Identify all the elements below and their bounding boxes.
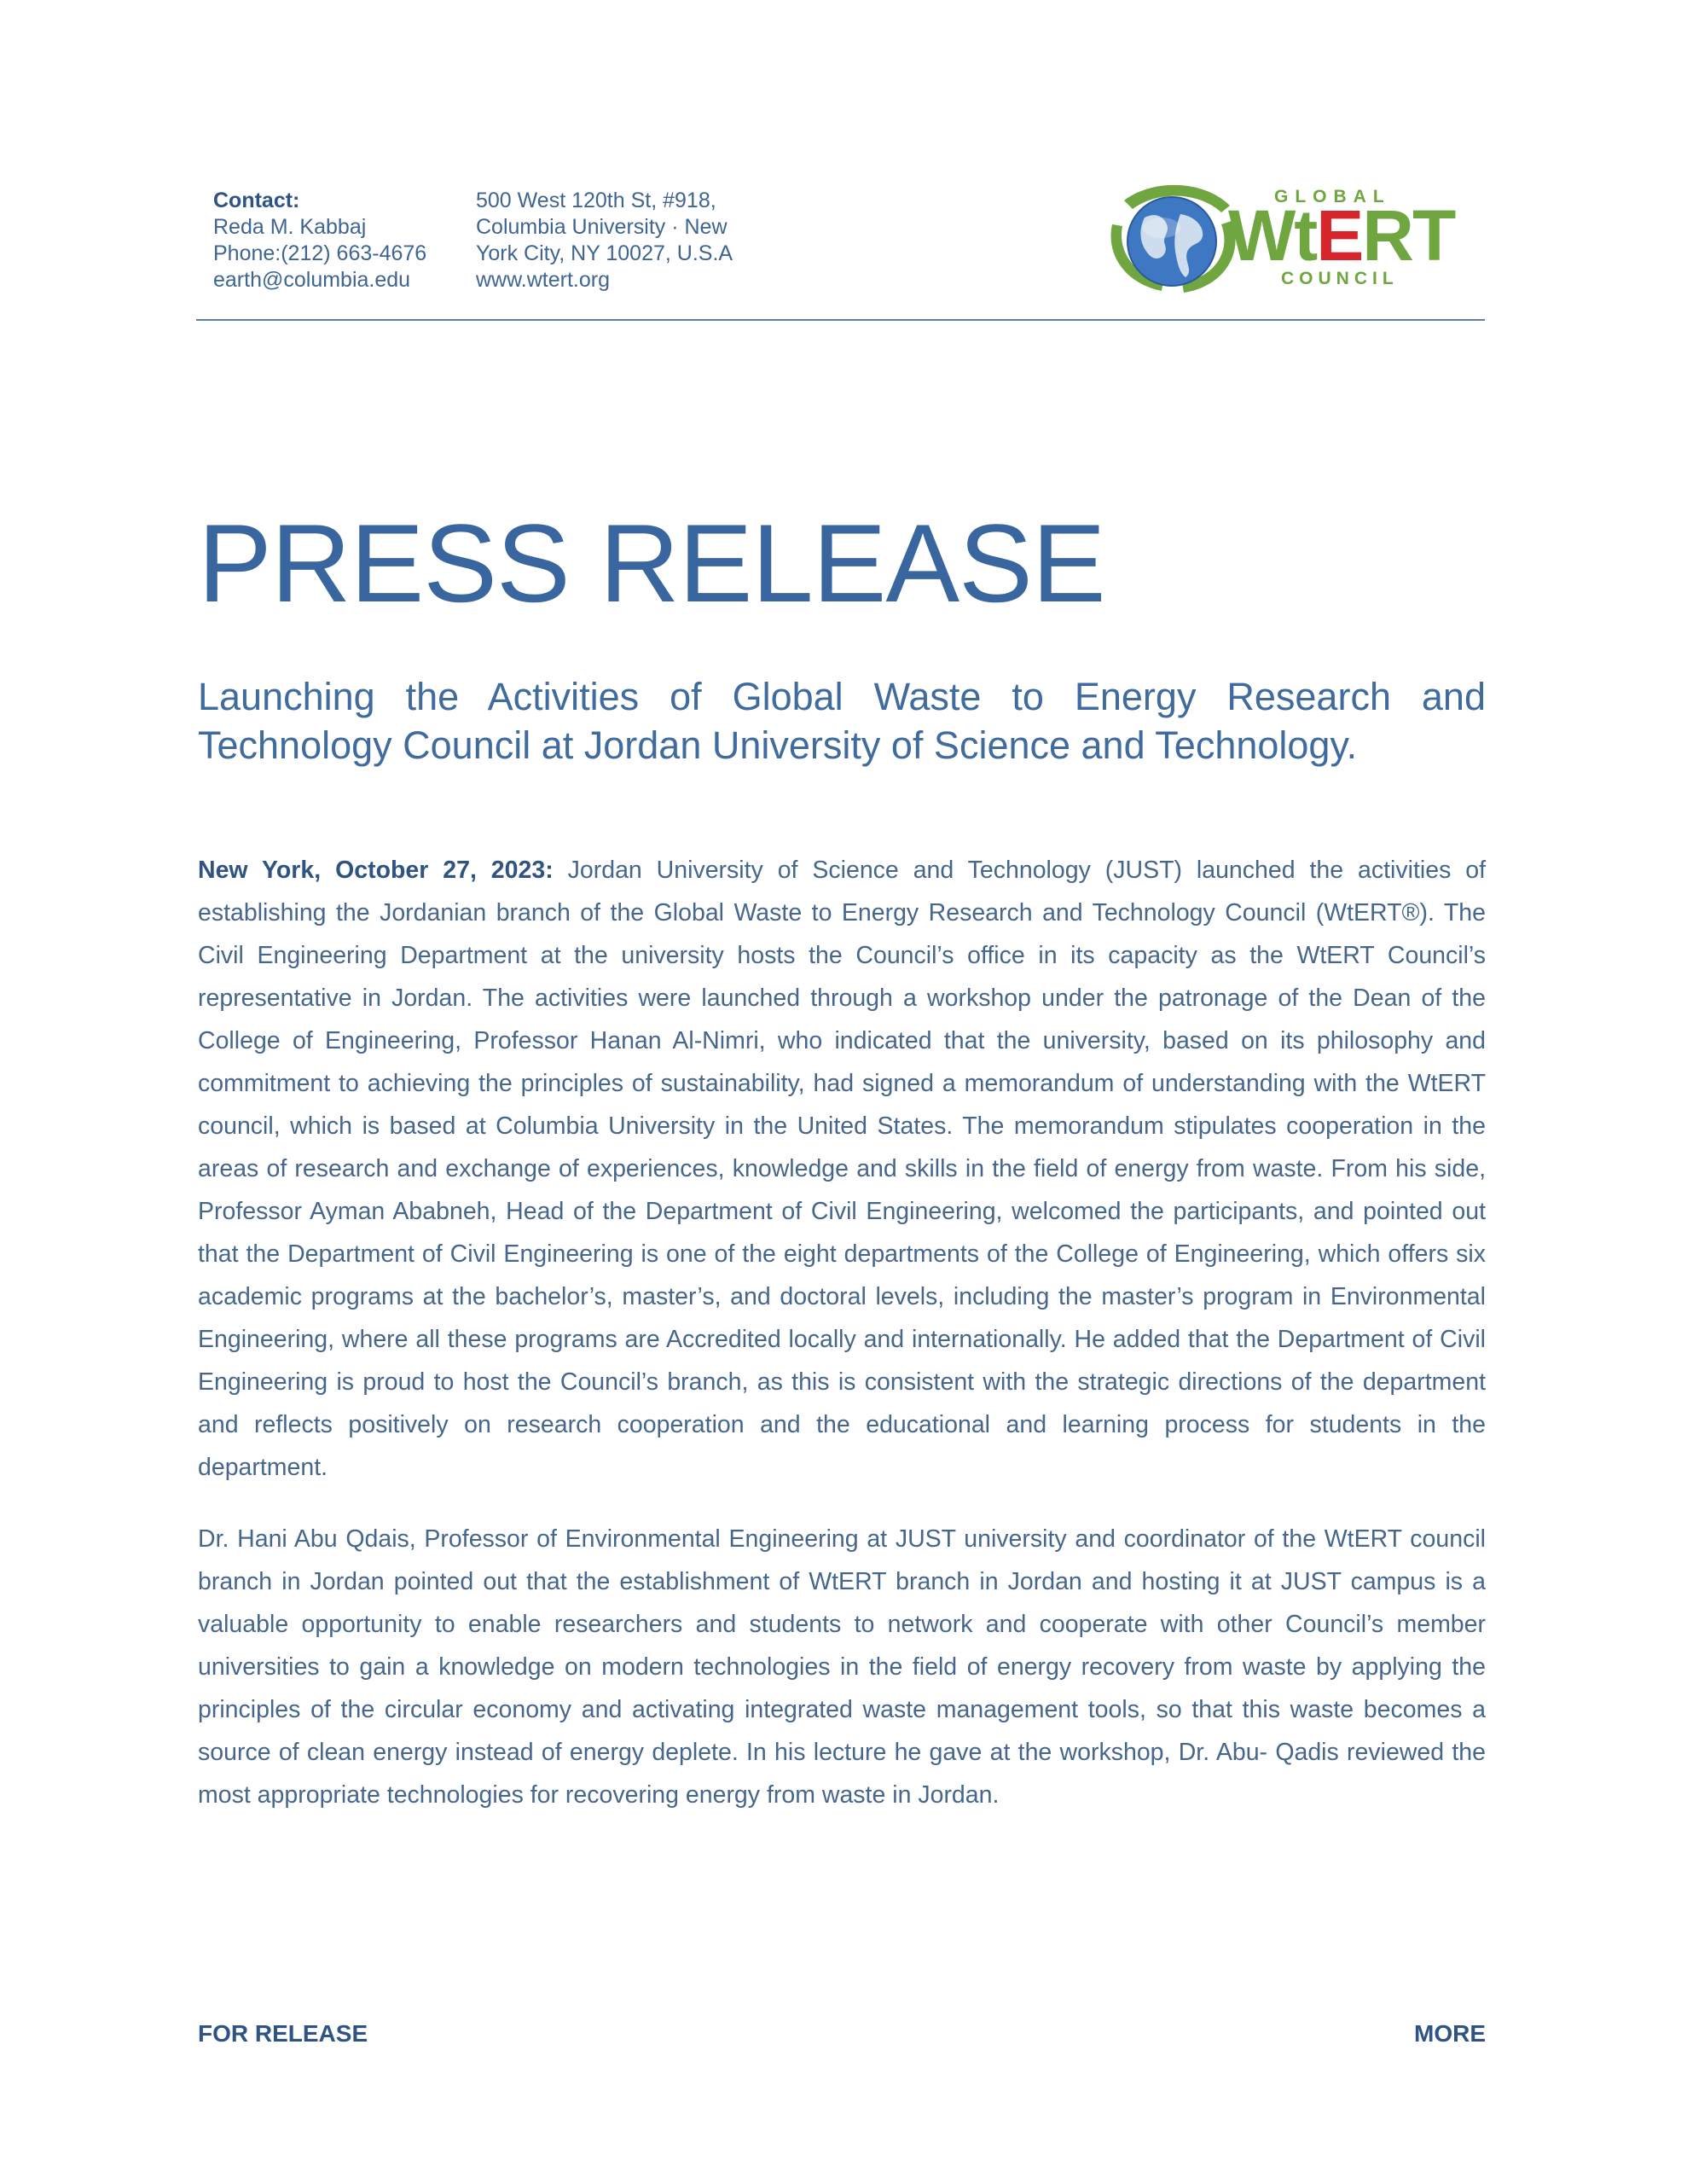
logo-word-part1: Wt [1228,195,1317,276]
logo-global-text: GLOBAL [1274,187,1391,206]
paragraph-2: Dr. Hani Abu Qdais, Professor of Environmental Engineering at JUST university and coordinator of the WtERT council branch in Jordan pointed out that the establishment of WtERT branch in Jordan and hosting it at JUST campus is a valuable opportunity to enable researchers and students to network and cooperate with other Council’s member universities to gain a knowledge on modern technologies in the field of energy recovery from waste by applying the principles of the circular economy and activating integrated waste management tools, so that this waste becomes a source of clean energy instead of energy deplete. In his lecture he gave at the workshop, Dr. Abu- Qadis reviewed the most appropriate technologies for recovering energy from waste in Jordan. [198,1525,1486,1809]
address-line-3: York City, NY 10027, U.S.A [476,241,733,265]
dateline: New York, October 27, 2023: [198,857,554,884]
address-block [476,188,733,293]
contact-email[interactable]: earth@columbia.edu [213,268,411,292]
header-divider [196,319,1485,321]
logo-council-text: COUNCIL [1281,269,1399,288]
contact-name: Reda M. Kabbaj [213,215,367,239]
release-headline: Launching the Activities of Global Waste to Energy Research and Technology Council at Jordan University of Science and Technology. [198,675,1486,767]
address-line-2: Columbia University · New [476,215,728,239]
globe-icon [1111,185,1236,293]
logo-word-part2: E [1316,195,1363,276]
page-title: PRESS RELEASE [198,501,1105,625]
paragraph-1-text: Jordan University of Science and Technology (JUST) launched the activities of establishing the Jordanian branch of the Global Waste to Energy Research and Technology Council (WtERT®). The Civil Engineering Department at the university hosts the Council’s office in its capacity as the WtERT Council’s representative in Jordan. The activities were launched through a workshop under the patronage of the Dean of the College of Engineering, Professor Hanan Al-Nimri, who indicated that the university, based on its philosophy and commitment to achieving the principles of sustainability, had signed a memorandum of understanding with the WtERT council, which is based at Columbia University in the United States. The memorandum stipulates cooperation in the areas of research and exchange of experiences, knowledge and skills in the field of energy from waste. From his side, Professor Ayman Ababneh, Head of the Department of Civil Engineering, welcomed the participants, and pointed out that the Department of Civil Engineering is one of the eight departments of the College of Engineering, which offers six academic programs at the bachelor’s, master’s, and doctoral levels, including the master’s program in Environmental Engineering, where all these programs are Accredited locally and internationally. He added that the Department of Civil Engineering is proud to host the Council’s branch, as this is consistent with the strategic directions of the department and reflects positively on research cooperation and the educational and learning process for students in the department. [198,857,1486,1481]
logo-wordmark [1228,195,1454,276]
footer-for-release: FOR RELEASE [198,2020,368,2047]
website-link[interactable]: www.wtert.org [476,268,610,292]
contact-label: Contact: [213,189,300,212]
contact-block [213,188,426,293]
release-body [198,849,1486,1845]
paragraph-1 [198,849,1486,1489]
contact-phone: Phone:(212) 663-4676 [213,241,427,265]
footer-more: MORE [1414,2020,1486,2047]
logo-word-part3: RT [1362,195,1455,276]
address-line-1: 500 West 120th St, #918, [476,189,716,212]
